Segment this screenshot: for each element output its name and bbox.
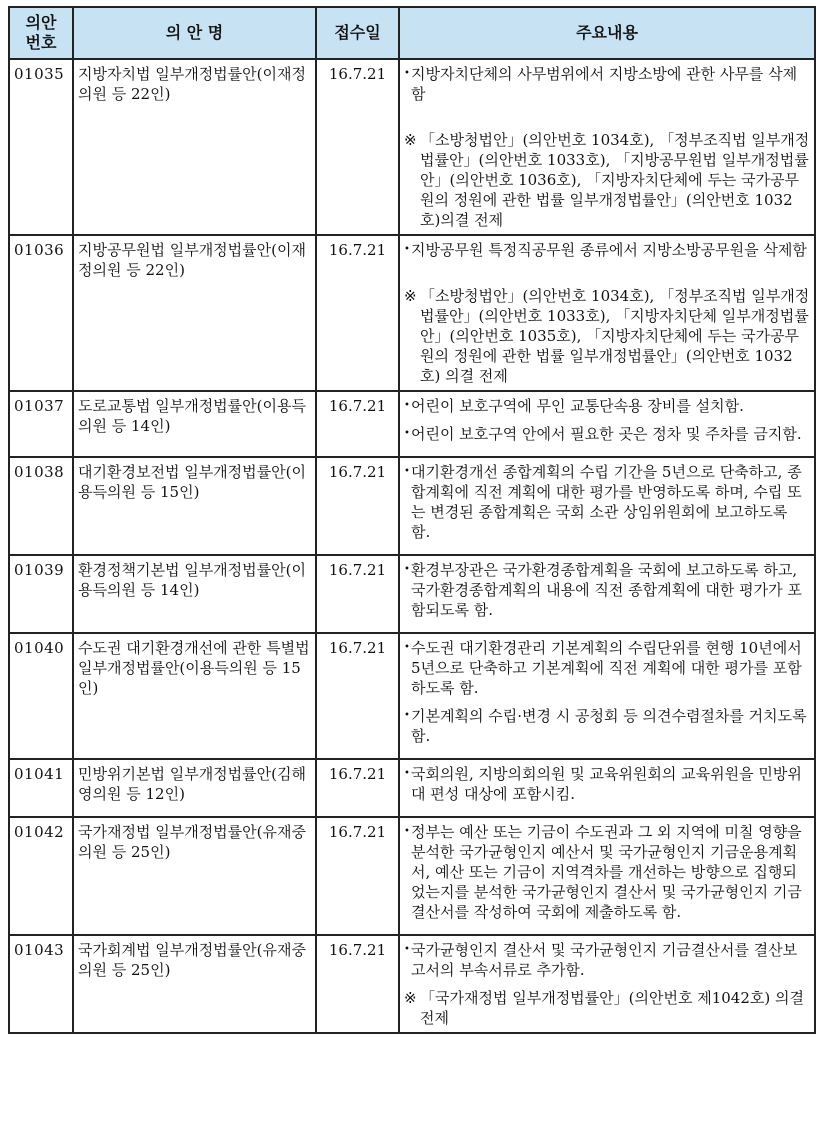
bullet-icon: •: [404, 466, 410, 477]
bullet-icon: •: [404, 400, 410, 411]
bill-title: 지방자치법 일부개정법률안(이재정의원 등 22인): [73, 59, 316, 235]
summary-cell: [399, 391, 815, 457]
bullet-icon: •: [404, 642, 410, 653]
bill-title: 대기환경보전법 일부개정법률안(이용득의원 등 15인): [73, 457, 316, 555]
received-date: 16.7.21: [316, 817, 399, 935]
received-date: 16.7.21: [316, 759, 399, 817]
summary-cell: [399, 759, 815, 817]
bullet-icon: •: [404, 768, 410, 779]
header-bill-no: 의안 번호: [9, 7, 73, 59]
summary-bullet: [404, 240, 810, 260]
table-row: [9, 633, 815, 759]
note-mark-icon: ※: [404, 131, 417, 149]
bullet-text: 국회의원, 지방의회의원 및 교육위원회의 교육위원을 민방위대 편성 대상에 포함시킴.: [411, 765, 802, 803]
summary-bullet: [404, 396, 810, 416]
summary-cell: [399, 555, 815, 633]
bullet-text: 대기환경개선 종합계획의 수립 기간을 5년으로 단축하고, 종합계획에 직전 계획에 대한 평가를 반영하도록 하며, 수립 또는 변경된 종합계획은 국회 소관 상임위원회에 보고하도록 함.: [411, 463, 802, 541]
summary-bullet: [404, 940, 810, 980]
summary-cell: [399, 235, 815, 391]
summary-cell: [399, 817, 815, 935]
table-row: [9, 457, 815, 555]
table-body: [9, 59, 815, 1033]
table-row: [9, 817, 815, 935]
note-text: 「소방청법안」(의안번호 1034호), 「정부조직법 일부개정법률안」(의안번호 1033호), 「지방자치단체 일부개정법률안」(의안번호 1035호), 「지방자치단체에 두는 국가공무원의 정원에 관한 법률 일부개정법률안」(의안번호 1032호) 의결 전제: [420, 287, 810, 385]
bill-title: 도로교통법 일부개정법률안(이용득의원 등 14인): [73, 391, 316, 457]
bill-number: 01043: [9, 935, 73, 1033]
summary-bullet: [404, 822, 810, 922]
received-date: 16.7.21: [316, 391, 399, 457]
bullet-icon: •: [404, 68, 410, 79]
bill-table: [8, 6, 816, 1034]
note-text: 「국가재정법 일부개정법률안」(의안번호 제1042호) 의결 전제: [420, 989, 804, 1027]
bullet-text: 국가균형인지 결산서 및 국가균형인지 기금결산서를 결산보고서의 부속서류로 추가함.: [411, 941, 798, 979]
bullet-text: 어린이 보호구역에 무인 교통단속용 장비를 설치함.: [411, 397, 744, 415]
note-mark-icon: ※: [404, 287, 417, 305]
bill-title: 수도권 대기환경개선에 관한 특별법 일부개정법률안(이용득의원 등 15인): [73, 633, 316, 759]
received-date: 16.7.21: [316, 59, 399, 235]
received-date: 16.7.21: [316, 935, 399, 1033]
summary-bullet: [404, 706, 810, 746]
bill-number: 01042: [9, 817, 73, 935]
received-date: 16.7.21: [316, 235, 399, 391]
summary-bullet: [404, 462, 810, 542]
bill-number: 01039: [9, 555, 73, 633]
bullet-icon: •: [404, 428, 410, 439]
bullet-text: 지방자치단체의 사무범위에서 지방소방에 관한 사무를 삭제함: [411, 65, 798, 103]
bullet-icon: •: [404, 710, 410, 721]
bill-number: 01038: [9, 457, 73, 555]
table-row: [9, 555, 815, 633]
summary-note: [404, 988, 810, 1028]
bill-number: 01041: [9, 759, 73, 817]
bill-title: 환경정책기본법 일부개정법률안(이용득의원 등 14인): [73, 555, 316, 633]
bill-number: 01035: [9, 59, 73, 235]
bullet-text: 지방공무원 특정직공무원 종류에서 지방소방공무원을 삭제함: [411, 241, 807, 259]
received-date: 16.7.21: [316, 457, 399, 555]
summary-bullet: [404, 424, 810, 444]
table-row: [9, 391, 815, 457]
table-header: [9, 7, 815, 59]
bill-number: 01036: [9, 235, 73, 391]
bill-title: 국가재정법 일부개정법률안(유재중의원 등 25인): [73, 817, 316, 935]
bill-number: 01040: [9, 633, 73, 759]
summary-cell: [399, 59, 815, 235]
table-row: [9, 235, 815, 391]
summary-cell: [399, 633, 815, 759]
summary-bullet: [404, 64, 810, 104]
table-row: [9, 59, 815, 235]
header-row: [9, 7, 815, 59]
received-date: 16.7.21: [316, 633, 399, 759]
header-date: 접수일: [316, 7, 399, 59]
summary-bullet: [404, 560, 810, 620]
header-bill-name: 의 안 명: [73, 7, 316, 59]
table-row: [9, 759, 815, 817]
bullet-icon: •: [404, 564, 410, 575]
summary-cell: [399, 457, 815, 555]
bullet-text: 기본계획의 수립·변경 시 공청회 등 의견수렴절차를 거치도록 함.: [411, 707, 807, 745]
summary-bullet: [404, 638, 810, 698]
bullet-text: 정부는 예산 또는 기금이 수도권과 그 외 지역에 미칠 영향을 분석한 국가균형인지 예산서 및 국가균형인지 기금운용계획서, 예산 또는 기금이 지역격차를 개선하는 방향으로 집행되었는지를 분석한 국가균형인지 결산서 및 국가균형인지 기금결산서를 작성하여 국회에 제출하도록 함.: [411, 823, 802, 921]
bill-number: 01037: [9, 391, 73, 457]
bullet-icon: •: [404, 944, 410, 955]
header-summary: 주요내용: [399, 7, 815, 59]
summary-note: [404, 286, 810, 386]
summary-cell: [399, 935, 815, 1033]
note-mark-icon: ※: [404, 989, 417, 1007]
bill-title: 민방위기본법 일부개정법률안(김해영의원 등 12인): [73, 759, 316, 817]
summary-note: [404, 130, 810, 230]
bullet-text: 어린이 보호구역 안에서 필요한 곳은 정차 및 주차를 금지함.: [411, 425, 802, 443]
bullet-icon: •: [404, 244, 410, 255]
bullet-icon: •: [404, 826, 410, 837]
bullet-text: 환경부장관은 국가환경종합계획을 국회에 보고하도록 하고, 국가환경종합계획의 내용에 직전 종합계획에 대한 평가가 포함되도록 함.: [411, 561, 802, 619]
bullet-text: 수도권 대기환경관리 기본계획의 수립단위를 현행 10년에서 5년으로 단축하고 기본계획에 직전 계획에 대한 평가를 포함하도록 함.: [411, 639, 802, 697]
bill-title: 지방공무원법 일부개정법률안(이재정의원 등 22인): [73, 235, 316, 391]
received-date: 16.7.21: [316, 555, 399, 633]
note-text: 「소방청법안」(의안번호 1034호), 「정부조직법 일부개정법률안」(의안번호 1033호), 「지방공무원법 일부개정법률안」(의안번호 1036호), 「지방자치단체에 두는 국가공무원의 정원에 관한 법률 일부개정법률안」(의안번호 1032호)의결 전제: [420, 131, 810, 229]
bill-title: 국가회계법 일부개정법률안(유재중의원 등 25인): [73, 935, 316, 1033]
table-row: [9, 935, 815, 1033]
summary-bullet: [404, 764, 810, 804]
